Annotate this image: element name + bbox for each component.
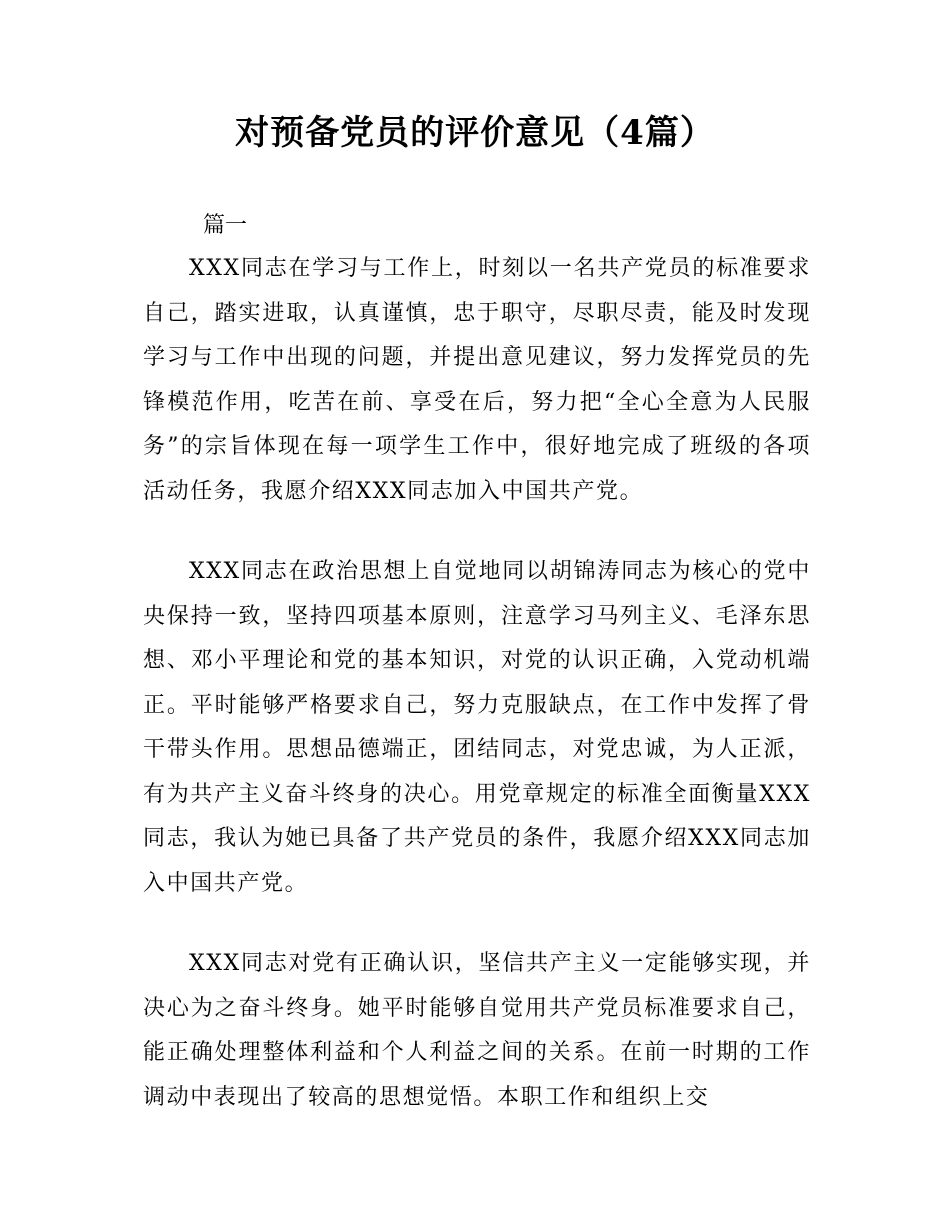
section-label: 篇一	[203, 213, 248, 238]
document-title: 对预备党员的评价意见（4篇）	[235, 113, 715, 153]
paragraph-2: XXX同志在政治思想上自觉地同以胡锦涛同志为核心的党中央保持一致，坚持四项基本原则，注意学习马列主义、毛泽东思想、邓小平理论和党的基本知识，对党的认识正确，入党动机端正。平时能够严格要求自己，努力克服缺点，在工作中发挥了骨干带头作用。思想品德端正，团结同志，对党忠诚，为人正派，有为共产主义奋斗终身的决心。用党章规定的标准全面衡量XXX同志，我认为她已具备了共产党员的条件，我愿介绍XXX同志加入中国共产党。	[143, 559, 811, 896]
paragraph-3: XXX同志对党有正确认识，坚信共产主义一定能够实现，并决心为之奋斗终身。她平时能够自觉用共产党员标准要求自己，能正确处理整体利益和个人利益之间的关系。在前一时期的工作调动中表现出了较高的思想觉悟。本职工作和组织上交	[143, 951, 811, 1110]
paragraph-1: XXX同志在学习与工作上，时刻以一名共产党员的标准要求自己，踏实进取，认真谨慎，忠于职守，尽职尽责，能及时发现学习与工作中出现的问题，并提出意见建议，努力发挥党员的先锋模范作用，吃苦在前、享受在后，努力把“全心全意为人民服务”的宗旨体现在每一项学生工作中，很好地完成了班级的各项活动任务，我愿介绍XXX同志加入中国共产党。	[143, 256, 811, 504]
